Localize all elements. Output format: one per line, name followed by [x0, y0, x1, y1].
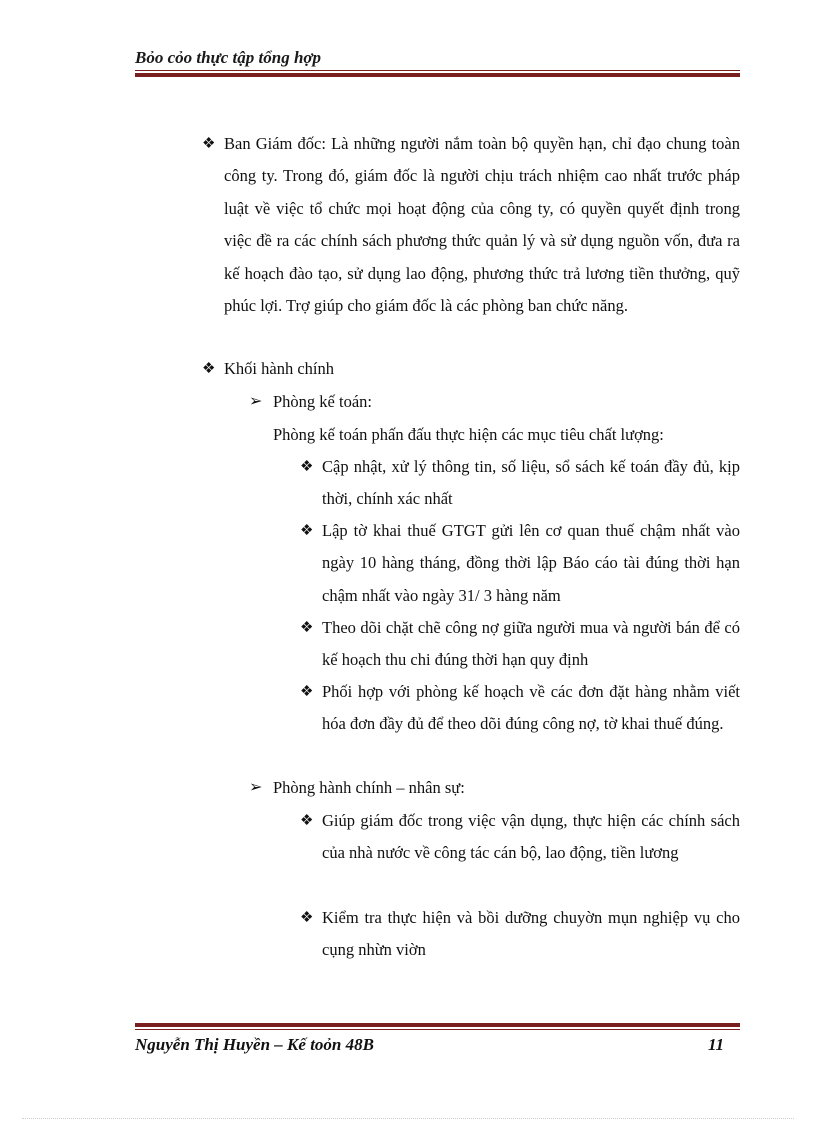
list-item-text: Cập nhật, xử lý thông tin, số liệu, sổ sách kế toán đầy đủ, kịp thời, chính xác nhất: [322, 457, 740, 509]
diamond-bullet-icon: ❖: [300, 459, 314, 475]
diamond-bullet-icon: ❖: [202, 136, 216, 152]
list-item: [300, 515, 740, 612]
diamond-bullet-icon: ❖: [300, 684, 314, 700]
list-item-text: Giúp giám đốc trong việc vận dụng, thực hiện các chính sách của nhà nước về công tác cán bộ, lao động, tiền lương: [322, 811, 740, 863]
subheading-text: Phòng hành chính – nhân sự:: [273, 778, 465, 797]
bullet-text: Khối hành chính: [224, 359, 334, 378]
header-rule: [135, 70, 740, 77]
list-item-text: Kiểm tra thực hiện và bồi dưỡng chuyờn mụn nghiệp vụ cho cụng nhừn viờn: [322, 908, 740, 960]
list-item-text: Theo dõi chặt chẽ công nợ giữa người mua và người bán để có kế hoạch thu chi đúng thời hạn quy định: [322, 618, 740, 670]
bullet-text: Ban Giám đốc: Là những người nắm toàn bộ quyền hạn, chỉ đạo chung toàn công ty. Trong đó, giám đốc là người chịu trách nhiệm cao nhất trước pháp luật về việc tổ chức mọi hoạt động của công ty, có quyền quyết định trong việc đề ra các chính sách phương thức quản lý và sử dụng nguồn vốn, đưa ra kế hoạch đào tạo, sử dụng lao động, phương thức trả lương tiền thưởng, quỹ phúc lợi. Trợ giúp cho giám đốc là các phòng ban chức năng.: [224, 134, 740, 316]
list-item: [300, 902, 740, 967]
list-item: [300, 676, 740, 741]
bullet-ban-giam-doc: [202, 128, 740, 322]
diamond-bullet-icon: ❖: [202, 361, 216, 377]
list-item-text: Phối hợp với phòng kế hoạch về các đơn đặt hàng nhằm viết hóa đơn đầy đủ để theo dõi đúng công nợ, tờ khai thuế đúng.: [322, 682, 740, 734]
arrow-bullet-icon: ➢: [249, 393, 263, 410]
subheading-phong-ke-toan: [249, 386, 740, 418]
list-item: [300, 805, 740, 870]
diamond-bullet-icon: ❖: [300, 910, 314, 926]
page-number: 11: [708, 1035, 725, 1054]
list-item: [300, 612, 740, 677]
diamond-bullet-icon: ❖: [300, 620, 314, 636]
phong-ke-toan-intro: Phòng kế toán phấn đấu thực hiện các mục tiêu chất lượng:: [273, 425, 664, 444]
subheading-phong-hanh-chinh: [249, 772, 740, 804]
header-title: Bỏo cỏo thực tập tổng hợp: [135, 48, 322, 67]
footer-author: Nguyễn Thị Huyền – Kế toỏn 48B: [135, 1035, 374, 1054]
diamond-bullet-icon: ❖: [300, 813, 314, 829]
page-edge-divider: [22, 1118, 794, 1119]
diamond-bullet-icon: ❖: [300, 523, 314, 539]
list-item: [300, 451, 740, 516]
bullet-khoi-hanh-chinh: [202, 353, 740, 385]
footer-rule: [135, 1023, 740, 1030]
arrow-bullet-icon: ➢: [249, 779, 263, 796]
list-item-text: Lập tờ khai thuế GTGT gửi lên cơ quan thuế chậm nhất vào ngày 10 hàng tháng, đồng thời lập Báo cáo tài đúng thời hạn chậm nhất vào ngày 31/ 3 hàng năm: [322, 521, 740, 605]
subheading-text: Phòng kế toán:: [273, 392, 372, 411]
